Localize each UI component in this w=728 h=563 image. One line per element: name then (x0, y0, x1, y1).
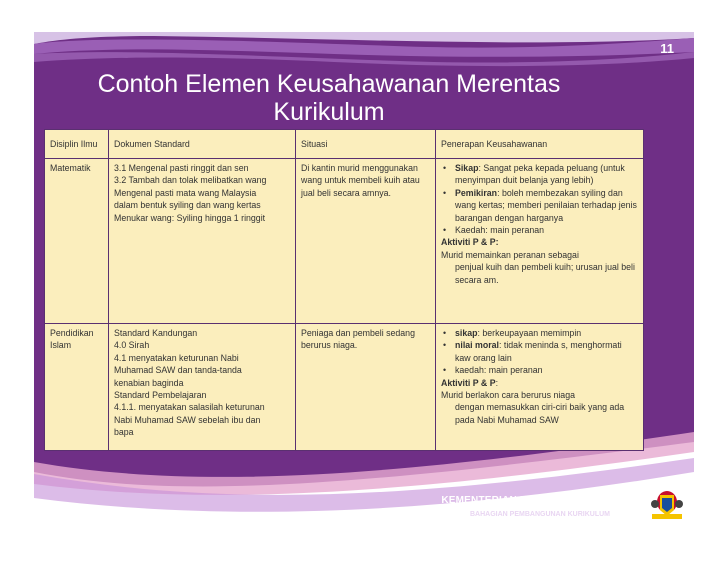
standard-line: Standard Pembelajaran (114, 390, 207, 401)
table-row (45, 159, 644, 324)
situation-cell: Peniaga dan pembeli sedang berurus niaga. (296, 324, 436, 451)
standard-line: Nabi Muhamad SAW sebelah ibu dan (114, 414, 261, 425)
activity-title: Aktiviti P & P: (441, 237, 499, 248)
standard-line: Muhamad SAW dan tanda-tanda (114, 365, 242, 376)
activity-rest: penjual kuih dan pembeli kuih; urusan jual beli secara am. (455, 262, 635, 285)
application-cell (436, 324, 644, 451)
situation-cell: Di kantin murid menggunakan wang untuk membeli kuih atau jual beli secara amnya. (296, 159, 436, 324)
list-item: • kaedah: main peranan (441, 364, 638, 376)
list-item: • Sikap: Sangat peka kepada peluang (untuk menyimpan duit belanja yang lebih) (441, 162, 638, 187)
activity-lead: Murid memainkan peranan sebagai (441, 249, 579, 260)
footer (440, 495, 640, 518)
activity-title-line: Aktiviti P & P: (441, 377, 499, 388)
header-situasi: Situasi (296, 130, 436, 159)
standard-line: dalam bentuk syiling dan wang kertas (114, 200, 261, 211)
slide-title: Contoh Elemen Keusahawanan Merentas Kurikulum (97, 70, 561, 126)
entrepreneurship-table (44, 129, 644, 451)
top-swoosh-decoration (34, 32, 694, 72)
activity-rest: dengan memasukkan ciri-ciri baik yang ada pada Nabi Muhamad SAW (455, 402, 625, 425)
standard-line: 4.1 menyatakan keturunan Nabi (114, 352, 239, 363)
list-item: • Kaedah: main peranan (441, 224, 638, 236)
header-penerapan-keusahawanan: Penerapan Keusahawanan (436, 130, 644, 159)
standard-line: 3.1 Mengenal pasti ringgit dan sen (114, 163, 249, 173)
standard-line: Menukar wang: Syiling hingga 1 ringgit (114, 212, 266, 223)
header-dokumen-standard: Dokumen Standard (109, 130, 296, 159)
page-number: 11 (660, 41, 674, 56)
malaysia-coat-of-arms-icon (650, 486, 684, 522)
activity-lead: Murid berlakon cara berurus niaga (441, 390, 575, 401)
application-list (441, 162, 638, 236)
standard-line: 3.2 Tambah dan tolak melibatkan wang (114, 175, 267, 186)
list-item: • Pemikiran: boleh membezakan syiling dan wang kertas; memberi penilaian terhadap jenis barangan dengan harganya (441, 187, 638, 224)
list-item: • sikap: berkeupayaan memimpin (441, 327, 638, 339)
table-row (45, 324, 644, 451)
standard-cell (109, 324, 296, 451)
standard-line: 4.0 Sirah (114, 340, 150, 351)
table-header-row (45, 130, 644, 159)
discipline-cell: Matematik (45, 159, 109, 324)
header-disiplin-ilmu: Disiplin Ilmu (45, 130, 109, 159)
standard-line: 4.1.1. menyatakan salasilah keturunan (114, 402, 265, 413)
division-name: BAHAGIAN PEMBANGUNAN KURIKULUM (470, 511, 610, 518)
application-list (441, 327, 638, 377)
standard-line: Standard Kandungan (114, 328, 198, 338)
standard-line: bapa (114, 427, 134, 438)
standard-line: Mengenal pasti mata wang Malaysia (114, 187, 257, 198)
standard-cell (109, 159, 296, 324)
ministry-name: KEMENTERIAN PELAJARAN MALAYSIA (441, 495, 639, 506)
discipline-cell: Pendidikan Islam (45, 324, 109, 451)
list-item: • nilai moral: tidak meninda s, menghormati kaw orang lain (441, 339, 638, 364)
standard-line: kenabian baginda (114, 377, 184, 388)
application-cell (436, 159, 644, 324)
